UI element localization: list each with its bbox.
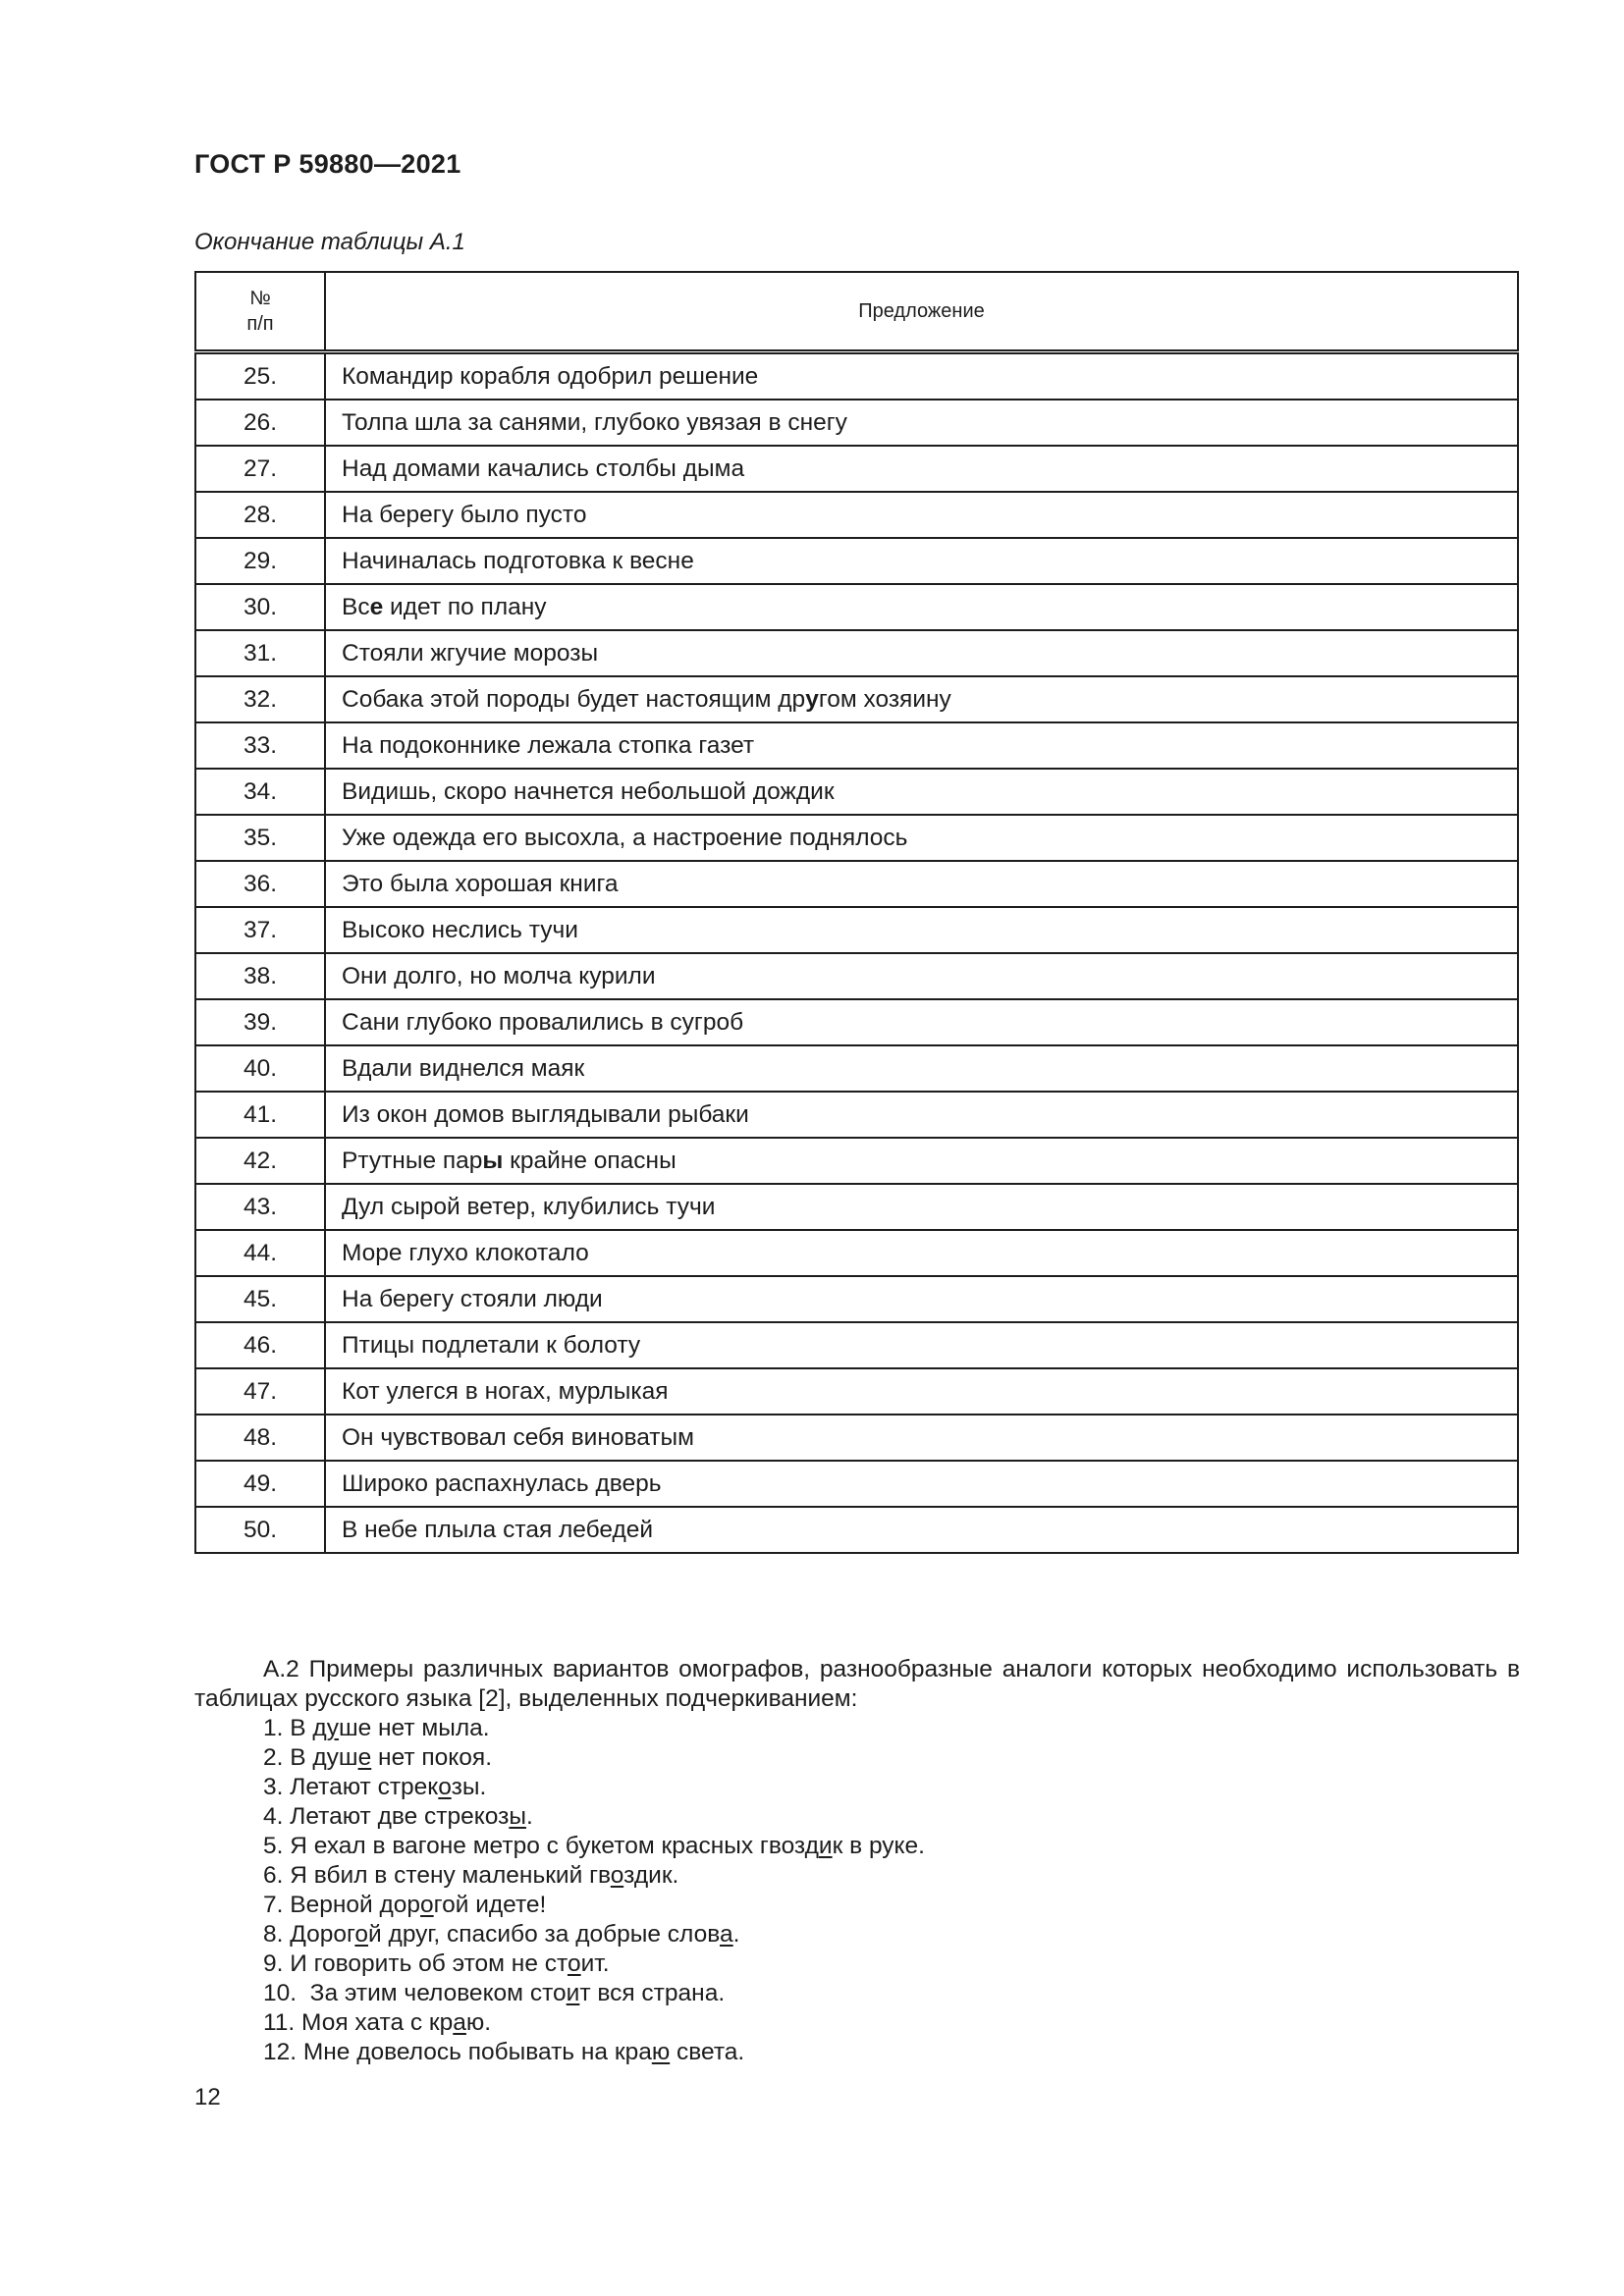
- sentence-text: На берегу стояли люди: [342, 1285, 603, 1312]
- row-number: 42.: [195, 1138, 325, 1184]
- row-sentence: [325, 1507, 1518, 1553]
- list-item: [263, 1949, 1520, 1979]
- column-header-number: [195, 272, 325, 352]
- underlined-letter: о: [420, 1892, 434, 1918]
- row-sentence: [325, 769, 1518, 815]
- sentence-text: Сани глубоко провалились в сугроб: [342, 1008, 744, 1036]
- underlined-letter: о: [610, 1862, 624, 1889]
- table-row: [195, 676, 1518, 722]
- list-item: [263, 1891, 1520, 1920]
- list-item: [263, 1773, 1520, 1802]
- sentence-text: Толпа шла за санями, глубоко увязая в снегу: [342, 408, 847, 436]
- example-text: 1. В д: [263, 1715, 327, 1741]
- example-text: света.: [670, 2039, 745, 2065]
- row-number: 26.: [195, 400, 325, 446]
- sentence-text: Из окон домов выглядывали рыбаки: [342, 1100, 749, 1128]
- sentence-text: Собака этой породы будет настоящим др: [342, 685, 806, 713]
- row-sentence: [325, 999, 1518, 1045]
- example-text: 12. Мне довелось побывать на кра: [263, 2039, 652, 2065]
- page-number: 12: [194, 2084, 221, 2110]
- example-text: нет покоя.: [371, 1744, 492, 1771]
- row-sentence: [325, 538, 1518, 584]
- example-text: зы.: [451, 1774, 487, 1800]
- row-number: 37.: [195, 907, 325, 953]
- table-row: [195, 446, 1518, 492]
- sentence-text: Высоко неслись тучи: [342, 916, 578, 943]
- sentence-text: Море глухо клокотало: [342, 1239, 589, 1266]
- row-sentence: [325, 1276, 1518, 1322]
- example-text: й друг, спасибо за добрые слов: [368, 1921, 720, 1948]
- list-item: [263, 1802, 1520, 1832]
- table-row: [195, 352, 1518, 400]
- example-text: ше нет мыла.: [338, 1715, 490, 1741]
- table-row: [195, 815, 1518, 861]
- row-sentence: [325, 1092, 1518, 1138]
- table-body: [195, 352, 1518, 1554]
- table-row: [195, 1322, 1518, 1368]
- list-item: [263, 1920, 1520, 1949]
- row-sentence: [325, 630, 1518, 676]
- list-item: [263, 1861, 1520, 1891]
- sentence-text-tail: идет по плану: [383, 593, 547, 620]
- table-caption: Окончание таблицы А.1: [194, 229, 465, 255]
- row-number: 38.: [195, 953, 325, 999]
- row-sentence: [325, 953, 1518, 999]
- sentence-text: Уже одежда его высохла, а настроение поднялось: [342, 824, 908, 851]
- row-sentence: [325, 584, 1518, 630]
- sentence-text-tail: крайне опасны: [503, 1147, 677, 1174]
- row-sentence: [325, 907, 1518, 953]
- sentence-text: Кот улегся в ногах, мурлыкая: [342, 1377, 669, 1405]
- example-text: 4. Летают две стрекоз: [263, 1803, 510, 1830]
- row-sentence: [325, 1138, 1518, 1184]
- sentence-text: Командир корабля одобрил решение: [342, 362, 759, 390]
- sentence-text: Видишь, скоро начнется небольшой дождик: [342, 777, 835, 805]
- list-item: [263, 1979, 1520, 2008]
- table-row: [195, 630, 1518, 676]
- table-row: [195, 584, 1518, 630]
- table-row: [195, 1368, 1518, 1415]
- underlined-letter: е: [357, 1744, 372, 1771]
- row-number: 48.: [195, 1415, 325, 1461]
- list-item: [263, 1743, 1520, 1773]
- example-text: 7. Верной дор: [263, 1892, 421, 1918]
- example-text: .: [732, 1921, 740, 1948]
- underlined-letter: у: [326, 1715, 339, 1741]
- example-text: ит.: [580, 1950, 610, 1977]
- row-number: 33.: [195, 722, 325, 769]
- row-number: 35.: [195, 815, 325, 861]
- row-sentence: [325, 861, 1518, 907]
- sentence-text: Это была хорошая книга: [342, 870, 619, 897]
- row-number: 28.: [195, 492, 325, 538]
- example-text: 10. За этим человеком сто: [263, 1980, 567, 2006]
- row-number: 40.: [195, 1045, 325, 1092]
- example-text: ю.: [465, 2009, 492, 2036]
- example-text: 8. Дорог: [263, 1921, 355, 1948]
- table-row: [195, 1230, 1518, 1276]
- column-header-sentence: Предложение: [325, 272, 1518, 352]
- example-text: 3. Летают стрек: [263, 1774, 439, 1800]
- row-number: 32.: [195, 676, 325, 722]
- table-row: [195, 907, 1518, 953]
- row-sentence: [325, 1368, 1518, 1415]
- sentence-text: Они долго, но молча курили: [342, 962, 656, 989]
- row-number: 45.: [195, 1276, 325, 1322]
- sentence-text: Начиналась подготовка к весне: [342, 547, 694, 574]
- table-row: [195, 538, 1518, 584]
- row-number: 43.: [195, 1184, 325, 1230]
- row-number: 25.: [195, 352, 325, 400]
- example-text: здик.: [623, 1862, 679, 1889]
- table-row: [195, 1461, 1518, 1507]
- stressed-letter: ы: [482, 1147, 504, 1174]
- row-number: 39.: [195, 999, 325, 1045]
- table-row: [195, 861, 1518, 907]
- row-sentence: [325, 1230, 1518, 1276]
- list-item: [263, 1832, 1520, 1861]
- sentence-text: Над домами качались столбы дыма: [342, 454, 745, 482]
- sentences-table: [194, 271, 1519, 1554]
- row-number: 44.: [195, 1230, 325, 1276]
- sentence-text: Он чувствовал себя виноватым: [342, 1423, 694, 1451]
- sentence-text: Дул сырой ветер, клубились тучи: [342, 1193, 716, 1220]
- underlined-letter: и: [566, 1980, 580, 2006]
- table-row: [195, 722, 1518, 769]
- sentence-text: На берегу было пусто: [342, 501, 587, 528]
- table-row: [195, 1092, 1518, 1138]
- example-text: гой идете!: [433, 1892, 547, 1918]
- table-row: [195, 492, 1518, 538]
- example-text: .: [525, 1803, 533, 1830]
- example-text: 5. Я ехал в вагоне метро с букетом красных гвозд: [263, 1833, 819, 1859]
- row-sentence: [325, 446, 1518, 492]
- example-text: 2. В душ: [263, 1744, 358, 1771]
- sentence-text: Широко распахнулась дверь: [342, 1469, 662, 1497]
- underlined-letter: а: [453, 2009, 466, 2036]
- row-number: 49.: [195, 1461, 325, 1507]
- row-number: 31.: [195, 630, 325, 676]
- row-sentence: [325, 1461, 1518, 1507]
- underlined-letter: ю: [651, 2039, 671, 2065]
- table-row: [195, 1507, 1518, 1553]
- table-row: [195, 1184, 1518, 1230]
- column-header-number-line2: п/п: [246, 313, 274, 335]
- row-number: 50.: [195, 1507, 325, 1553]
- table-row: [195, 1415, 1518, 1461]
- list-item: [263, 1714, 1520, 1743]
- row-sentence: [325, 1415, 1518, 1461]
- row-sentence: [325, 352, 1518, 400]
- table-row: [195, 999, 1518, 1045]
- table-row: [195, 400, 1518, 446]
- underlined-letter: ы: [509, 1803, 526, 1830]
- sentence-text: Птицы подлетали к болоту: [342, 1331, 641, 1359]
- sentence-text: Стояли жгучие морозы: [342, 639, 599, 667]
- document-header: ГОСТ Р 59880—2021: [194, 149, 461, 179]
- sentence-text: Вдали виднелся маяк: [342, 1054, 585, 1082]
- table-header-row: [195, 272, 1518, 352]
- underlined-letter: о: [354, 1921, 369, 1948]
- table-row: [195, 769, 1518, 815]
- column-header-number-line1: №: [249, 288, 271, 309]
- sentence-text-tail: гом хозяину: [818, 685, 951, 713]
- stressed-letter: е: [369, 593, 384, 620]
- row-number: 36.: [195, 861, 325, 907]
- row-sentence: [325, 400, 1518, 446]
- row-number: 47.: [195, 1368, 325, 1415]
- sentence-text: Вс: [342, 593, 370, 620]
- sentence-text: Ртутные пар: [342, 1147, 483, 1174]
- list-item: [263, 2038, 1520, 2067]
- row-sentence: [325, 1045, 1518, 1092]
- row-number: 30.: [195, 584, 325, 630]
- row-sentence: [325, 722, 1518, 769]
- example-text: 11. Моя хата с кр: [263, 2009, 454, 2036]
- list-item: [263, 2008, 1520, 2038]
- row-sentence: [325, 492, 1518, 538]
- row-sentence: [325, 676, 1518, 722]
- row-sentence: [325, 1322, 1518, 1368]
- examples-section: [194, 1655, 1520, 2067]
- table-row: [195, 1276, 1518, 1322]
- row-number: 41.: [195, 1092, 325, 1138]
- table-row: [195, 953, 1518, 999]
- examples-list: [194, 1714, 1520, 2067]
- sentence-text: В небе плыла стая лебедей: [342, 1516, 654, 1543]
- example-text: 9. И говорить об этом не ст: [263, 1950, 568, 1977]
- example-text: 6. Я вбил в стену маленький гв: [263, 1862, 611, 1889]
- underlined-letter: а: [720, 1921, 733, 1948]
- row-sentence: [325, 1184, 1518, 1230]
- row-number: 27.: [195, 446, 325, 492]
- row-sentence: [325, 815, 1518, 861]
- underlined-letter: и: [818, 1833, 833, 1859]
- row-number: 29.: [195, 538, 325, 584]
- example-text: к в руке.: [832, 1833, 925, 1859]
- underlined-letter: о: [567, 1950, 581, 1977]
- example-text: т вся страна.: [579, 1980, 726, 2006]
- row-number: 46.: [195, 1322, 325, 1368]
- stressed-letter: у: [805, 685, 819, 713]
- underlined-letter: о: [438, 1774, 452, 1800]
- table-row: [195, 1138, 1518, 1184]
- section-intro: А.2 Примеры различных вариантов омографов, разнообразные аналоги которых необходимо использовать в таблицах русского языка [2], выделенных подчеркиванием:: [194, 1656, 1520, 1712]
- sentence-text: На подоконнике лежала стопка газет: [342, 731, 755, 759]
- table-row: [195, 1045, 1518, 1092]
- row-number: 34.: [195, 769, 325, 815]
